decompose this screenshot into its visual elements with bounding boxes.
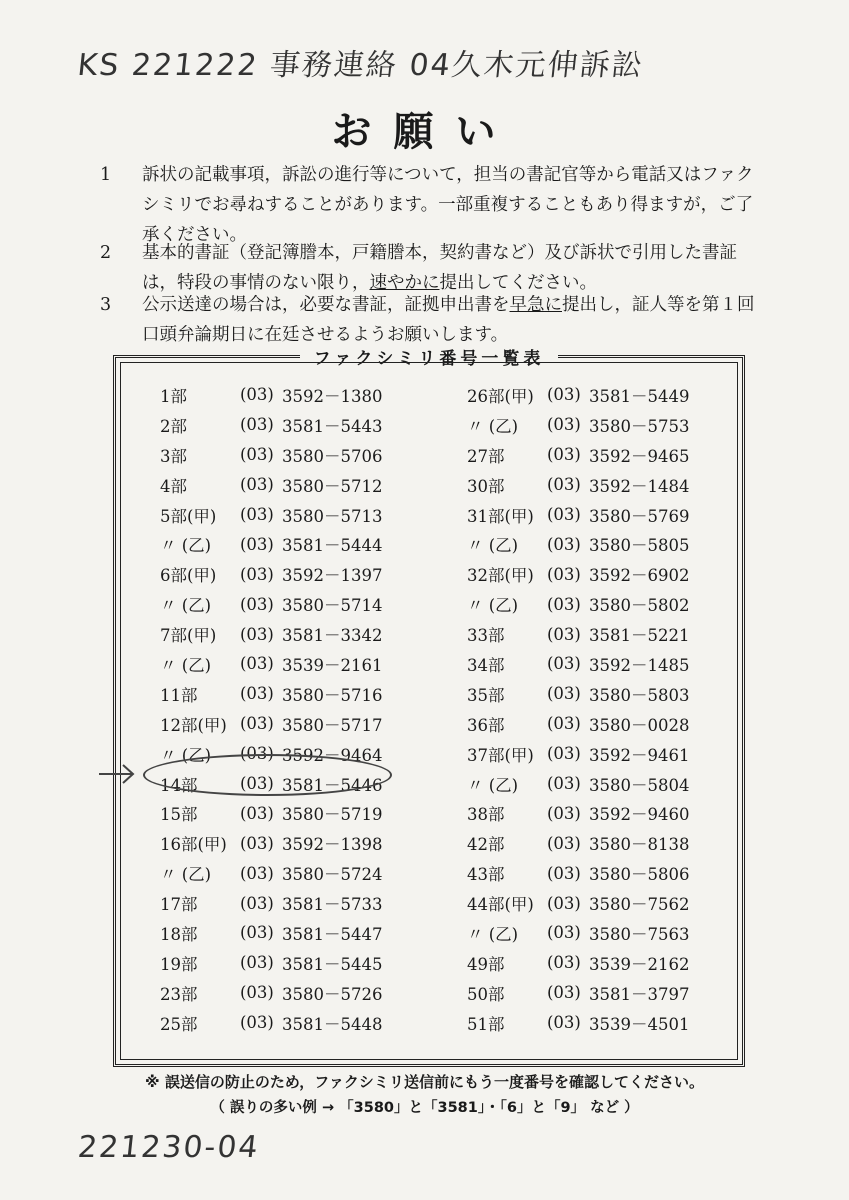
handwritten-arrow-icon (97, 759, 137, 789)
fax-area-code: (03) (547, 594, 581, 614)
fax-row (467, 470, 719, 500)
fax-area-code: (03) (240, 923, 274, 943)
fax-row (160, 589, 412, 619)
fax-area-code: (03) (547, 1013, 581, 1033)
paragraph-text-post: 提出し，証人等を第１回口頭弁論期日に在廷させるようお願いします。 (142, 295, 755, 345)
fax-row (467, 619, 719, 649)
fax-dept: 2部 (160, 416, 187, 436)
fax-dept: 23部 (160, 984, 198, 1004)
fax-dept: 44部(甲) (467, 895, 534, 915)
fax-dept: 〃 (乙) (160, 865, 212, 885)
fax-area-code: (03) (240, 684, 274, 704)
fax-row (467, 440, 719, 470)
fax-row (467, 559, 719, 589)
fax-row (160, 858, 412, 888)
fax-dept: 4部 (160, 476, 187, 496)
fax-dept: 32部(甲) (467, 566, 534, 586)
fax-area-code: (03) (547, 564, 581, 584)
fax-row (467, 888, 719, 918)
fax-row (467, 709, 719, 739)
fax-row (467, 858, 719, 888)
fax-number: 3592－9461 (589, 745, 690, 765)
fax-dept: 34部 (467, 655, 505, 675)
fax-table-title: ファクシミリ番号一覧表 (300, 349, 559, 369)
paragraph-number: 3 (100, 295, 112, 315)
fax-area-code: (03) (547, 445, 581, 465)
fax-number: 3580－7562 (589, 895, 690, 915)
fax-dept: 〃 (乙) (467, 924, 519, 944)
fax-number: 3581－5446 (282, 775, 383, 795)
fax-area-code: (03) (547, 684, 581, 704)
fax-row (160, 500, 412, 530)
fax-area-code: (03) (240, 803, 274, 823)
paragraph-text (112, 290, 762, 350)
fax-area-code: (03) (240, 774, 274, 794)
fax-row (467, 380, 719, 410)
fax-area-code: (03) (240, 744, 274, 764)
fax-number: 3581－5445 (282, 954, 383, 974)
fax-number: 3580－5712 (282, 476, 383, 496)
fax-number: 3581－5221 (589, 626, 690, 646)
fax-number: 3580－8138 (589, 835, 690, 855)
paragraph-3 (100, 290, 762, 350)
fax-row (467, 828, 719, 858)
fax-dept: 3部 (160, 446, 187, 466)
fax-number: 3539－2162 (589, 954, 690, 974)
fax-area-code: (03) (240, 1013, 274, 1033)
fax-dept: 〃 (乙) (467, 536, 519, 556)
fax-number: 3581－5443 (282, 416, 383, 436)
fax-row (467, 798, 719, 828)
fax-dept: 〃 (乙) (160, 655, 212, 675)
fax-row (160, 828, 412, 858)
fax-dept: 16部(甲) (160, 835, 227, 855)
fax-dept: 〃 (乙) (160, 536, 212, 556)
fax-area-code: (03) (240, 983, 274, 1003)
fax-dept: 15部 (160, 805, 198, 825)
fax-area-code: (03) (547, 953, 581, 973)
fax-area-code: (03) (240, 564, 274, 584)
fax-area-code: (03) (547, 475, 581, 495)
warning-example-text: （ 誤りの多い例 → 「3580」と「3581」・「6」と「9」 など ） (210, 1100, 639, 1116)
fax-row (467, 500, 719, 530)
fax-number: 3592－9460 (589, 805, 690, 825)
fax-area-code: (03) (240, 863, 274, 883)
fax-number: 3581－5448 (282, 1014, 383, 1034)
fax-area-code: (03) (547, 505, 581, 524)
fax-area-code: (03) (547, 923, 581, 943)
fax-number: 3592－1397 (282, 566, 383, 586)
fax-dept: 31部(甲) (467, 506, 534, 526)
fax-dept: 6部(甲) (160, 566, 217, 586)
fax-row (160, 380, 412, 410)
fax-row (160, 529, 412, 559)
fax-row (160, 619, 412, 649)
fax-row (160, 888, 412, 918)
paragraph-text (112, 238, 762, 298)
fax-row (467, 1008, 719, 1038)
fax-dept: 〃 (乙) (467, 775, 519, 795)
fax-area-code: (03) (547, 983, 581, 1003)
fax-row (467, 948, 719, 978)
page-title: お願い (331, 108, 518, 155)
fax-area-code: (03) (240, 833, 274, 853)
fax-area-code: (03) (240, 714, 274, 734)
fax-dept: 50部 (467, 984, 505, 1004)
fax-row (160, 470, 412, 500)
fax-area-code: (03) (240, 475, 274, 495)
paragraph-number: 2 (100, 243, 112, 263)
fax-dept: 33部 (467, 626, 505, 646)
fax-dept: 25部 (160, 1014, 198, 1034)
fax-area-code: (03) (240, 415, 274, 435)
fax-dept: 17部 (160, 895, 198, 915)
fax-area-code: (03) (547, 893, 581, 913)
fax-dept: 49部 (467, 954, 505, 974)
paragraph-text-emphasis: 速やかに (369, 273, 440, 293)
paragraph-text-pre: 基本的書証（登記簿謄本，戸籍謄本，契約書など）及び訴状で引用した書証は，特段の事情のない限り， (142, 243, 737, 293)
fax-dept: 〃 (乙) (160, 596, 212, 616)
fax-area-code: (03) (547, 863, 581, 883)
fax-dept: 7部(甲) (160, 626, 217, 646)
fax-area-code: (03) (240, 893, 274, 913)
fax-row (160, 1008, 412, 1038)
fax-table-title-wrap (116, 344, 742, 369)
fax-number: 3580－5713 (282, 506, 383, 526)
fax-number: 3580－5802 (589, 596, 690, 616)
fax-area-code: (03) (547, 744, 581, 764)
fax-number: 3580－5719 (282, 805, 383, 825)
fax-area-code: (03) (547, 534, 581, 554)
fax-dept: 43部 (467, 865, 505, 885)
fax-number: 3580－5769 (589, 506, 690, 526)
fax-row (467, 918, 719, 948)
fax-dept: 14部 (160, 775, 198, 795)
fax-number: 3539－4501 (589, 1014, 690, 1034)
fax-row (467, 739, 719, 769)
fax-number: 3592－1485 (589, 655, 690, 675)
fax-area-code: (03) (240, 654, 274, 674)
fax-dept: 19部 (160, 954, 198, 974)
fax-number: 3580－5803 (589, 685, 690, 705)
fax-area-code: (03) (547, 415, 581, 435)
fax-number: 3580－5724 (282, 865, 383, 885)
fax-number: 3592－1398 (282, 835, 383, 855)
fax-number: 3580－5805 (589, 536, 690, 556)
fax-area-code: (03) (240, 624, 274, 644)
paragraph-text-post: 提出してください。 (439, 273, 597, 293)
fax-area-code: (03) (240, 594, 274, 614)
fax-number: 3539－2161 (282, 655, 383, 675)
fax-number: 3581－5733 (282, 895, 383, 915)
paragraph-1 (100, 160, 762, 250)
fax-number: 3580－5706 (282, 446, 383, 466)
fax-row (160, 679, 412, 709)
fax-number: 3580－5726 (282, 984, 383, 1004)
fax-number: 3592－1484 (589, 476, 690, 496)
fax-number: 3592－9464 (282, 745, 383, 765)
fax-row (467, 649, 719, 679)
fax-dept: 37部(甲) (467, 745, 534, 765)
fax-number: 3580－5753 (589, 416, 690, 436)
fax-row (467, 978, 719, 1008)
fax-dept: 5部(甲) (160, 506, 217, 526)
fax-row (160, 948, 412, 978)
fax-number: 3580－5717 (282, 715, 383, 735)
fax-dept: 〃 (乙) (160, 745, 212, 765)
fax-row (160, 410, 412, 440)
fax-dept: 26部(甲) (467, 386, 534, 406)
handwritten-circle (143, 754, 392, 796)
paragraph-text: 訴状の記載事項，訴訟の進行等について，担当の書記官等から電話又はファクシミリでお尋ねすることがあります。一部重複することもあり得ますが，ご了承ください。 (142, 165, 754, 245)
fax-dept: 〃 (乙) (467, 416, 519, 436)
fax-row (467, 769, 719, 799)
fax-row (467, 589, 719, 619)
fax-dept: 27部 (467, 446, 505, 466)
fax-dept: 42部 (467, 835, 505, 855)
fax-dept: 12部(甲) (160, 715, 227, 735)
fax-area-code: (03) (547, 624, 581, 644)
fax-area-code: (03) (240, 445, 274, 465)
fax-number: 3581－5447 (282, 924, 383, 944)
fax-dept: 11部 (160, 685, 198, 705)
fax-table-right-column (467, 380, 719, 1038)
fax-number: 3580－5714 (282, 596, 383, 616)
fax-area-code: (03) (240, 385, 274, 405)
paragraph-text-pre: 公示送達の場合は，必要な書証，証拠申出書を (142, 295, 510, 315)
fax-row (160, 649, 412, 679)
fax-row (160, 559, 412, 589)
fax-dept: 〃 (乙) (467, 596, 519, 616)
fax-area-code: (03) (547, 385, 581, 405)
fax-area-code: (03) (240, 505, 274, 524)
fax-number: 3580－5806 (589, 865, 690, 885)
fax-area-code: (03) (547, 833, 581, 853)
fax-dept: 1部 (160, 386, 187, 406)
fax-number: 3581－3797 (589, 984, 690, 1004)
fax-row (160, 709, 412, 739)
fax-dept: 51部 (467, 1014, 505, 1034)
fax-area-code: (03) (547, 774, 581, 794)
fax-dept: 38部 (467, 805, 505, 825)
fax-area-code: (03) (547, 714, 581, 734)
warning-text: ※ 誤送信の防止のため，ファクシミリ送信前にもう一度番号を確認してください。 (145, 1073, 704, 1091)
fax-number: 3580－5716 (282, 685, 383, 705)
fax-number: 3581－3342 (282, 626, 383, 646)
fax-table-left-column (160, 380, 412, 1038)
fax-area-code: (03) (547, 803, 581, 823)
fax-row (160, 978, 412, 1008)
fax-area-code: (03) (240, 953, 274, 973)
fax-number: 3581－5444 (282, 536, 383, 556)
fax-number: 3580－7563 (589, 924, 690, 944)
fax-row (467, 679, 719, 709)
handwritten-header: KS 221222 事務連絡 04久木元伸訴訟 (75, 48, 646, 83)
paragraph-text-emphasis: 早急に (509, 295, 562, 315)
fax-dept: 18部 (160, 924, 198, 944)
fax-number: 3592－6902 (589, 566, 690, 586)
fax-number: 3592－1380 (282, 386, 383, 406)
fax-dept: 36部 (467, 715, 505, 735)
paragraph-number: 1 (100, 165, 112, 185)
fax-number: 3580－5804 (589, 775, 690, 795)
handwritten-footer: 221230-04 (76, 1130, 262, 1165)
fax-number: 3592－9465 (589, 446, 690, 466)
fax-number: 3581－5449 (589, 386, 690, 406)
fax-row (160, 798, 412, 828)
paragraph-2 (100, 238, 762, 298)
fax-dept: 30部 (467, 476, 505, 496)
fax-dept: 35部 (467, 685, 505, 705)
fax-row (467, 410, 719, 440)
fax-area-code: (03) (240, 534, 274, 554)
fax-number: 3580－0028 (589, 715, 690, 735)
fax-area-code: (03) (547, 654, 581, 674)
fax-row (160, 918, 412, 948)
fax-row (467, 529, 719, 559)
fax-row (160, 440, 412, 470)
